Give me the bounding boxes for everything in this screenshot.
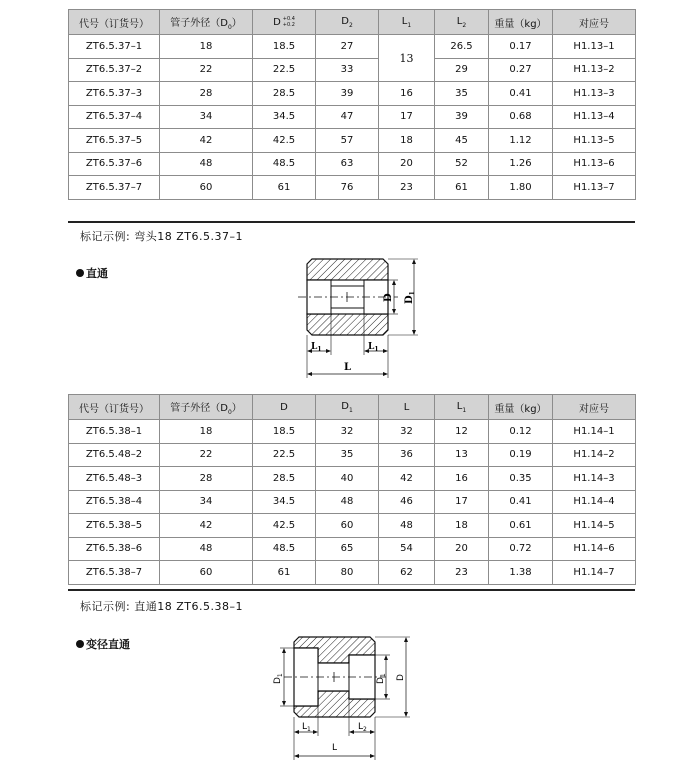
- table-cell: ZT6.5.38–1: [69, 420, 160, 444]
- label-d1-right: $D_1$: [376, 673, 387, 684]
- table-cell: 52: [435, 152, 489, 176]
- table-cell: ZT6.5.37–4: [69, 105, 160, 129]
- table-cell: H1.14–2: [553, 443, 636, 467]
- section-title-straight: 直通: [76, 265, 108, 281]
- table-cell: 20: [435, 537, 489, 561]
- col-l1: $L_1$: [435, 395, 489, 420]
- col-l: L: [379, 395, 435, 420]
- table-cell: 47: [316, 105, 379, 129]
- table-row: [69, 35, 636, 59]
- table-cell: 60: [316, 514, 379, 538]
- label-d: D: [396, 674, 406, 681]
- table-cell: 42: [379, 467, 435, 491]
- table-cell: 18: [379, 129, 435, 153]
- table-cell: 26.5: [435, 35, 489, 59]
- table-row: [69, 537, 636, 561]
- table-cell: 18: [160, 35, 253, 59]
- table-cell: 29: [435, 58, 489, 82]
- table-cell: 32: [316, 420, 379, 444]
- table-cell: ZT6.5.38–5: [69, 514, 160, 538]
- table-row: [69, 176, 636, 200]
- table-cell: 0.12: [489, 420, 553, 444]
- table-row: [69, 105, 636, 129]
- spec-table-elbow: [68, 9, 636, 200]
- table-cell: ZT6.5.48–2: [69, 443, 160, 467]
- table-cell: 0.35: [489, 467, 553, 491]
- table-cell: 22.5: [253, 443, 316, 467]
- table-cell: H1.13–2: [553, 58, 636, 82]
- table-row: [69, 514, 636, 538]
- label-l1-right: $L_1$: [368, 342, 379, 353]
- table-cell: 39: [435, 105, 489, 129]
- table-cell: 42.5: [253, 129, 316, 153]
- table-cell: 34: [160, 105, 253, 129]
- table-cell: 76: [316, 176, 379, 200]
- table-cell: H1.14–1: [553, 420, 636, 444]
- table-cell: 60: [160, 561, 253, 585]
- table-cell: 48: [379, 514, 435, 538]
- table-cell: H1.13–6: [553, 152, 636, 176]
- table-cell: H1.13–1: [553, 35, 636, 59]
- table-cell: H1.14–4: [553, 490, 636, 514]
- table-row: [69, 82, 636, 106]
- table-cell: ZT6.5.38–7: [69, 561, 160, 585]
- table-cell: 35: [435, 82, 489, 106]
- table-cell: 42.5: [253, 514, 316, 538]
- label-l: L: [344, 362, 352, 373]
- table-cell: 0.19: [489, 443, 553, 467]
- col-code: 代号（订货号）: [69, 395, 160, 420]
- label-d: D: [383, 293, 394, 302]
- table-cell: 0.27: [489, 58, 553, 82]
- table-cell: 34.5: [253, 105, 316, 129]
- table-header-row: [69, 395, 636, 420]
- table-cell: 0.41: [489, 82, 553, 106]
- col-l1: $L_1$: [379, 10, 435, 35]
- table-cell: 18.5: [253, 35, 316, 59]
- table-cell: 34.5: [253, 490, 316, 514]
- spec-table-straight: [68, 394, 636, 585]
- table-row: [69, 129, 636, 153]
- table-cell: 35: [316, 443, 379, 467]
- table-cell: 65: [316, 537, 379, 561]
- section-title-reducing: 变径直通: [76, 636, 130, 652]
- table-cell: 45: [435, 129, 489, 153]
- col-d: D +0.4 +0.2: [253, 10, 316, 35]
- col-ref: 对应号: [553, 10, 636, 35]
- marking-example: 标记示例: 弯头18 ZT6.5.37–1: [80, 230, 243, 243]
- table-cell: 42: [160, 129, 253, 153]
- table-cell: 1.12: [489, 129, 553, 153]
- table-cell: H1.14–7: [553, 561, 636, 585]
- table-cell: 54: [379, 537, 435, 561]
- table-cell: 23: [435, 561, 489, 585]
- table-cell: 18: [435, 514, 489, 538]
- table-cell: ZT6.5.37–7: [69, 176, 160, 200]
- table-cell: 34: [160, 490, 253, 514]
- col-l2: $L_2$: [435, 10, 489, 35]
- table-cell: 28.5: [253, 467, 316, 491]
- marking-example: 标记示例: 直通18 ZT6.5.38–1: [80, 600, 243, 613]
- table-cell: 60: [160, 176, 253, 200]
- label-l1: $L_1$: [302, 722, 311, 733]
- table-cell: 0.61: [489, 514, 553, 538]
- table-row: [69, 490, 636, 514]
- col-weight: 重量（kg）: [489, 10, 553, 35]
- table-cell: 0.72: [489, 537, 553, 561]
- bullet-icon: [76, 269, 84, 277]
- table-cell: 22.5: [253, 58, 316, 82]
- table-cell: 18.5: [253, 420, 316, 444]
- table-cell: ZT6.5.38–4: [69, 490, 160, 514]
- table-cell: 22: [160, 443, 253, 467]
- table-bottom-rule: [68, 589, 635, 591]
- table-cell: H1.13–4: [553, 105, 636, 129]
- label-l2: $L_2$: [358, 722, 367, 733]
- straight-coupling-drawing: [290, 250, 430, 385]
- col-d2: $D_2$: [316, 10, 379, 35]
- table-cell: 12: [435, 420, 489, 444]
- table-cell: 28.5: [253, 82, 316, 106]
- col-pipe-od: 管子外径$(D_0)$: [160, 10, 253, 35]
- table-cell: 18: [160, 420, 253, 444]
- table-cell: 27: [316, 35, 379, 59]
- label-d1-left: $D_1$: [273, 673, 284, 684]
- table-cell: 1.80: [489, 176, 553, 200]
- table-cell: ZT6.5.37–3: [69, 82, 160, 106]
- table-cell: 48.5: [253, 152, 316, 176]
- table-cell: H1.14–6: [553, 537, 636, 561]
- table-cell: 48: [316, 490, 379, 514]
- table-cell: 48.5: [253, 537, 316, 561]
- table-cell: 20: [379, 152, 435, 176]
- table-cell: 61: [253, 561, 316, 585]
- table-cell: 16: [379, 82, 435, 106]
- table-cell: 36: [379, 443, 435, 467]
- table-cell: 28: [160, 82, 253, 106]
- reducing-coupling-drawing: [262, 628, 422, 766]
- col-ref: 对应号: [553, 395, 636, 420]
- table-cell: H1.13–7: [553, 176, 636, 200]
- table-cell: 39: [316, 82, 379, 106]
- table-cell: 32: [379, 420, 435, 444]
- col-pipe-od: 管子外径$(D_0)$: [160, 395, 253, 420]
- table-row: [69, 561, 636, 585]
- table-cell: 23: [379, 176, 435, 200]
- table-cell: 33: [316, 58, 379, 82]
- table-cell: 1.38: [489, 561, 553, 585]
- table-row: [69, 58, 636, 82]
- table-cell: 17: [435, 490, 489, 514]
- col-d: D: [253, 395, 316, 420]
- label-l1-left: $L_1$: [311, 342, 322, 353]
- table-cell: 28: [160, 467, 253, 491]
- table-header-row: [69, 10, 636, 35]
- table-cell: H1.13–3: [553, 82, 636, 106]
- table-row: [69, 420, 636, 444]
- table-cell: 48: [160, 537, 253, 561]
- table-row: [69, 152, 636, 176]
- table-cell: 40: [316, 467, 379, 491]
- col-d1: $D_1$: [316, 395, 379, 420]
- table-cell: 63: [316, 152, 379, 176]
- table-cell: ZT6.5.37–6: [69, 152, 160, 176]
- table-cell: 0.17: [489, 35, 553, 59]
- table-cell: 48: [160, 152, 253, 176]
- table-cell: 80: [316, 561, 379, 585]
- table-row: [69, 443, 636, 467]
- table-cell: 61: [435, 176, 489, 200]
- table-cell: ZT6.5.37–1: [69, 35, 160, 59]
- table-cell: H1.13–5: [553, 129, 636, 153]
- table-cell: 62: [379, 561, 435, 585]
- col-weight: 重量（kg）: [489, 395, 553, 420]
- table-cell: 22: [160, 58, 253, 82]
- table-bottom-rule: [68, 221, 635, 223]
- table-cell: H1.14–3: [553, 467, 636, 491]
- table-cell: ZT6.5.37–2: [69, 58, 160, 82]
- table-cell: ZT6.5.38–6: [69, 537, 160, 561]
- table-row: [69, 467, 636, 491]
- table-cell: 1.26: [489, 152, 553, 176]
- label-d1: $D_1$: [404, 291, 416, 304]
- table-cell: 0.41: [489, 490, 553, 514]
- col-code: 代号（订货号）: [69, 10, 160, 35]
- table-cell: 0.68: [489, 105, 553, 129]
- table-cell: 61: [253, 176, 316, 200]
- table-cell: H1.14–5: [553, 514, 636, 538]
- table-cell: ZT6.5.48–3: [69, 467, 160, 491]
- table-cell: 13: [435, 443, 489, 467]
- table-cell-merged: 13: [379, 35, 435, 82]
- table-cell: 16: [435, 467, 489, 491]
- table-cell: ZT6.5.37–5: [69, 129, 160, 153]
- table-cell: 17: [379, 105, 435, 129]
- bullet-icon: [76, 640, 84, 648]
- table-cell: 57: [316, 129, 379, 153]
- table-cell: 42: [160, 514, 253, 538]
- table-cell: 46: [379, 490, 435, 514]
- label-l: L: [332, 743, 338, 753]
